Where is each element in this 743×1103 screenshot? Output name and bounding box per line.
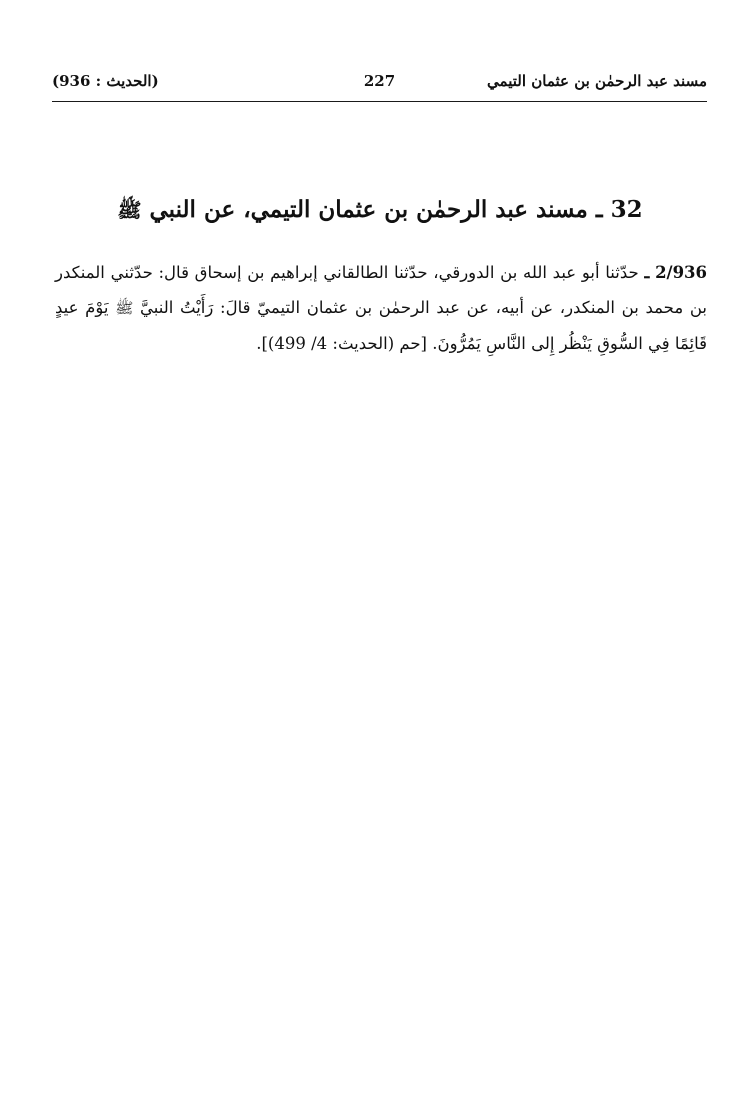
running-header-book-title: مسند عبد الرحمٰن بن عثمان التيمي bbox=[487, 72, 707, 90]
hadith-separator: ـ bbox=[644, 263, 650, 282]
section-title-text: مسند عبد الرحمٰن بن عثمان التيمي، عن النبي bbox=[149, 196, 588, 223]
running-header bbox=[52, 72, 707, 96]
salawat-honorific: ﷺ bbox=[117, 198, 142, 222]
running-header-hadith-ref: (الحديث : 936) bbox=[52, 72, 159, 90]
page-number: 227 bbox=[363, 72, 396, 90]
hadith-text bbox=[55, 255, 707, 361]
hadith-number: 2/936 bbox=[655, 263, 708, 282]
section-separator: ـ bbox=[595, 196, 603, 223]
hadith-matn: يَوْمَ عيدٍ قَائِمًا فِي السُّوقِ يَنْظُر إِلى النَّاسِ يَمُرُّونَ. bbox=[55, 298, 707, 353]
salawat-honorific-inline: ﷺ bbox=[115, 299, 134, 317]
section-number: 32 bbox=[610, 196, 643, 223]
hadith-isnad: حدّثنا أبو عبد الله بن الدورقي، حدّثنا الطالقاني إبراهيم بن إسحاق قال: حدّثني المنكدر بن محمد بن المنكدر، عن أبيه، عن عبد الرحمٰن بن عثمان التيميّ قالَ: رَأَيْتُ النبيَّ bbox=[55, 263, 707, 317]
header-rule bbox=[52, 101, 707, 102]
section-title bbox=[60, 196, 700, 227]
hadith-reference: [حم (الحديث: 4/ 499)]. bbox=[256, 334, 427, 353]
